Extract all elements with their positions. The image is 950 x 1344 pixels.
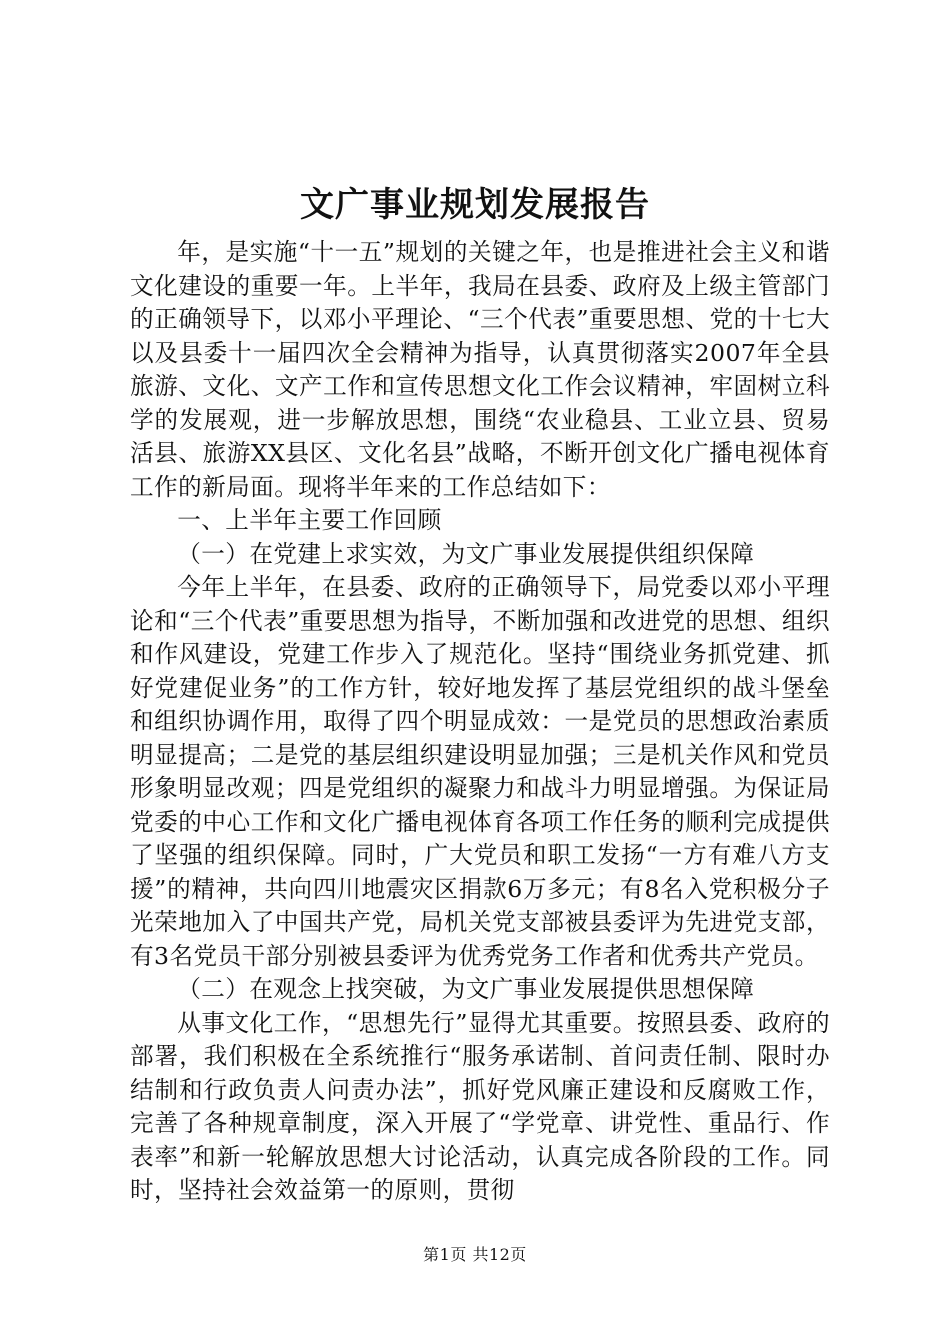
intro-paragraph: 年，是实施“十一五”规划的关键之年，也是推进社会主义和谐文化建设的重要一年。上半年，我局在县委、政府及上级主管部门的正确领导下，以邓小平理论、“三个代表”重要思想、党的十七大以及县委十一届四次全会精神为指导，认真贯彻落实2007年全县旅游、文化、文产工作和宣传思想文化工作会议精神，牢固树立科学的发展观，进一步解放思想，围绕“农业稳县、工业立县、贸易活县、旅游XX县区、文化名县”战略，不断开创文化广播电视体育工作的新局面。现将半年来的工作总结如下： (130, 238, 830, 501)
section-heading: 一、上半年主要工作回顾 (177, 506, 442, 534)
subsection-heading: （一）在党建上求实效，为文广事业发展提供组织保障 (177, 539, 755, 568)
body-paragraph: 今年上半年，在县委、政府的正确领导下，局党委以邓小平理论和“三个代表”重要思想为指导，不断加强和改进党的思想、组织和作风建设，党建工作步入了规范化。坚持“围绕业务抓党建、抓好党建促业务”的工作方针，较好地发挥了基层党组织的战斗堡垒和组织协调作用，取得了四个明显成效：一是党员的思想政治素质明显提高；二是党的基层组织建设明显加强；三是机关作风和党员形象明显改观；四是党组织的凝聚力和战斗力明显增强。为保证局党委的中心工作和文化广播电视体育各项工作任务的顺利完成提供了坚强的组织保障。同时，广大党员和职工发扬“一方有难八方支援”的精神，共向四川地震灾区捐款6万多元；有8名入党积极分子光荣地加入了中国共产党，局机关党支部被县委评为先进党支部，有3名党员干部分别被县委评为优秀党务工作者和优秀共产党员。 (130, 573, 830, 970)
page-footer: 第1页 共12页 (423, 1245, 527, 1264)
subsection-heading: （二）在观念上找突破，为文广事业发展提供思想保障 (177, 975, 755, 1003)
body-paragraph: 从事文化工作，“思想先行”显得尤其重要。按照县委、政府的部署，我们积极在全系统推行“服务承诺制、首问责任制、限时办结制和行政负责人问责办法”，抓好党风廉正建设和反腐败工作，完善了各种规章制度，深入开展了“学党章、讲党性、重品行、作表率”和新一轮解放思想大讨论活动，认真完成各阶段的工作。同时，坚持社会效益第一的原则，贯彻 (130, 1008, 830, 1204)
document-body (130, 236, 830, 1208)
document-title: 文广事业规划发展报告 (300, 185, 650, 225)
